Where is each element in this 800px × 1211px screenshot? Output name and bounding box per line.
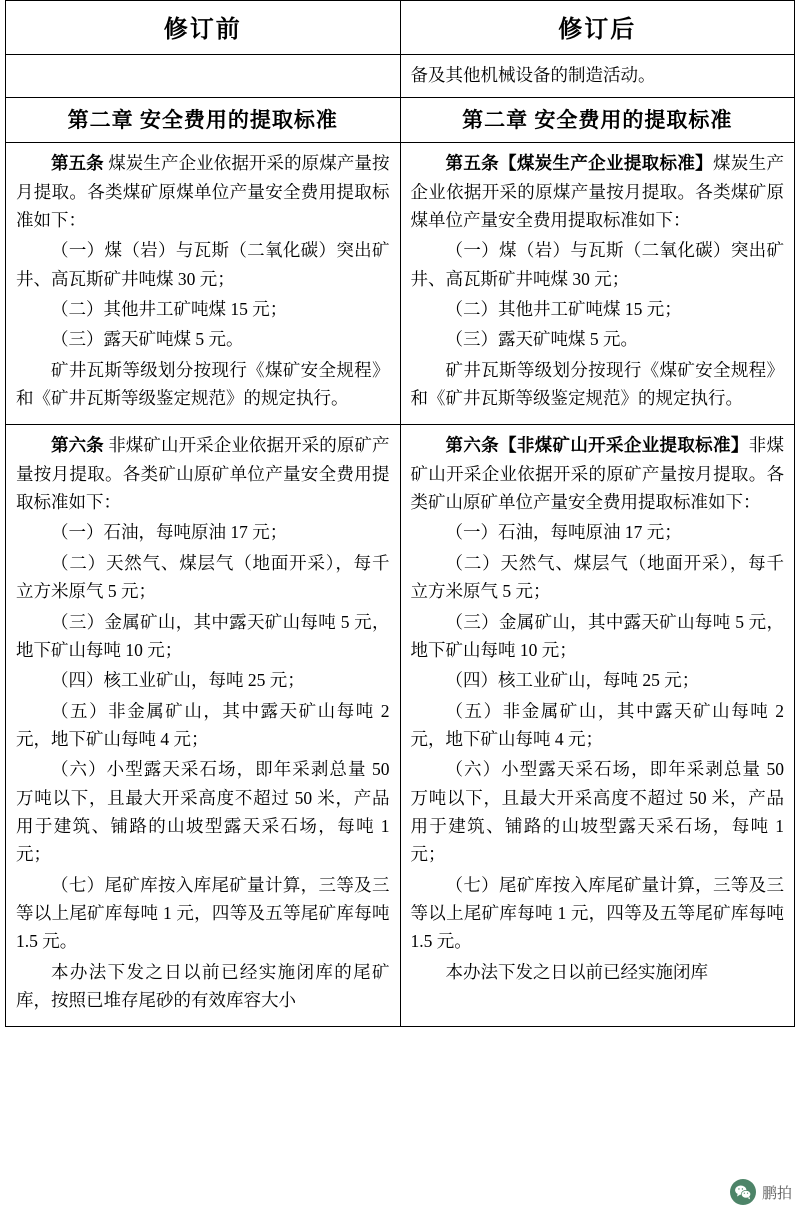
article-6-cell-before	[6, 425, 401, 1027]
chapter-cell-after	[400, 98, 795, 143]
paragraph: （二）天然气、煤层气（地面开采），每千立方米原气 5 元；	[410, 552, 784, 602]
fragment-cell-before	[6, 55, 401, 98]
article-number: 第六条【非煤矿山开采企业提取标准】	[445, 435, 749, 456]
chapter-title-after: 第二章 安全费用的提取标准	[462, 108, 733, 133]
paragraph: （一）石油，每吨原油 17 元；	[51, 522, 288, 543]
header-label-after: 修订后	[558, 17, 637, 43]
paragraph: （二）天然气、煤层气（地面开采），每千立方米原气 5 元；	[16, 552, 390, 602]
chapter-title-before: 第二章 安全费用的提取标准	[67, 108, 338, 133]
paragraph: （六）小型露天采石场，即年采剥总量 50 万吨以下，且最大开采高度不超过 50 米，产品用于建筑、铺路的山坡型露天采石场，每吨 1 元；	[410, 759, 784, 865]
article-5-body-before	[6, 143, 400, 424]
article-number: 第六条	[51, 435, 104, 456]
paragraph: （六）小型露天采石场，即年采剥总量 50 万吨以下，且最大开采高度不超过 50 米，产品用于建筑、铺路的山坡型露天采石场，每吨 1 元；	[16, 759, 390, 865]
paragraph: （一）煤（岩）与瓦斯（二氧化碳）突出矿井、高瓦斯矿井吨煤 30 元；	[16, 240, 390, 289]
article-6-body-before	[6, 425, 400, 1026]
paragraph: 本办法下发之日以前已经实施闭库	[445, 961, 708, 982]
table-row	[6, 55, 795, 98]
paragraph: 第五条【煤炭生产企业提取标准】煤炭生产企业依据开采的原煤产量按月提取。各类煤矿原煤单位产量安全费用提取标准如下：	[410, 153, 784, 231]
paragraph: （七）尾矿库按入库尾矿量计算，三等及三等以上尾矿库每吨 1 元，四等及五等尾矿库每吨 1.5 元。	[410, 874, 784, 952]
paragraph: 第六条【非煤矿山开采企业提取标准】非煤矿山开采企业依据开采的原矿产量按月提取。各类矿山原矿单位产量安全费用提取标准如下：	[410, 435, 785, 513]
header-label-before: 修订前	[163, 17, 242, 43]
watermark	[730, 1179, 792, 1205]
paragraph: （二）其他井工矿吨煤 15 元；	[445, 299, 682, 320]
fragment-text-after: 备及其他机械设备的制造活动。	[410, 65, 656, 85]
table-row	[6, 143, 795, 425]
comparison-table	[5, 0, 795, 1027]
paragraph: （三）露天矿吨煤 5 元。	[51, 329, 244, 350]
article-6-cell-after	[400, 425, 795, 1027]
paragraph: （二）其他井工矿吨煤 15 元；	[51, 299, 288, 320]
paragraph: （三）露天矿吨煤 5 元。	[445, 329, 638, 350]
paragraph: （五）非金属矿山，其中露天矿山每吨 2 元，地下矿山每吨 4 元；	[16, 700, 390, 749]
header-cell-after	[400, 1, 795, 55]
paragraph: （三）金属矿山，其中露天矿山每吨 5 元，地下矿山每吨 10 元；	[410, 611, 784, 660]
article-5-body-after	[401, 143, 795, 424]
paragraph: （四）核工业矿山，每吨 25 元；	[445, 670, 700, 691]
watermark-label: 鹏拍	[761, 1184, 792, 1202]
page-bottom-mask	[0, 1205, 800, 1211]
wechat-icon	[730, 1179, 756, 1205]
paragraph: （一）煤（岩）与瓦斯（二氧化碳）突出矿井、高瓦斯矿井吨煤 30 元；	[410, 240, 784, 289]
header-cell-before	[6, 1, 401, 55]
empty-cell	[6, 55, 400, 93]
paragraph: （三）金属矿山，其中露天矿山每吨 5 元，地下矿山每吨 10 元；	[16, 611, 390, 660]
table-row	[6, 425, 795, 1027]
paragraph: 矿井瓦斯等级划分按现行《煤矿安全规程》和《矿井瓦斯等级鉴定规范》的规定执行。	[410, 359, 784, 409]
chapter-cell-before	[6, 98, 401, 143]
article-6-body-after	[401, 425, 795, 998]
paragraph: （一）石油，每吨原油 17 元；	[445, 522, 682, 543]
paragraph: （四）核工业矿山，每吨 25 元；	[51, 670, 305, 691]
paragraph: （七）尾矿库按入库尾矿量计算，三等及三等以上尾矿库每吨 1 元，四等及五等尾矿库每吨 1.5 元。	[16, 874, 390, 952]
fragment-cell-after	[400, 55, 795, 98]
article-5-cell-after	[400, 143, 795, 425]
paragraph: 第六条 非煤矿山开采企业依据开采的原矿产量按月提取。各类矿山原矿单位产量安全费用提取标准如下：	[16, 435, 390, 513]
paragraph: 第五条 煤炭生产企业依据开采的原煤产量按月提取。各类煤矿原煤单位产量安全费用提取标准如下：	[16, 153, 390, 231]
table-row	[6, 98, 795, 143]
article-5-cell-before	[6, 143, 401, 425]
paragraph: 矿井瓦斯等级划分按现行《煤矿安全规程》和《矿井瓦斯等级鉴定规范》的规定执行。	[16, 359, 390, 409]
paragraph: 本办法下发之日以前已经实施闭库的尾矿库，按照已堆存尾砂的有效库容大小	[16, 961, 390, 1010]
article-number: 第五条	[51, 153, 104, 174]
table-header-row	[6, 1, 795, 55]
article-number: 第五条【煤炭生产企业提取标准】	[445, 153, 713, 174]
paragraph: （五）非金属矿山，其中露天矿山每吨 2 元，地下矿山每吨 4 元；	[410, 700, 784, 749]
